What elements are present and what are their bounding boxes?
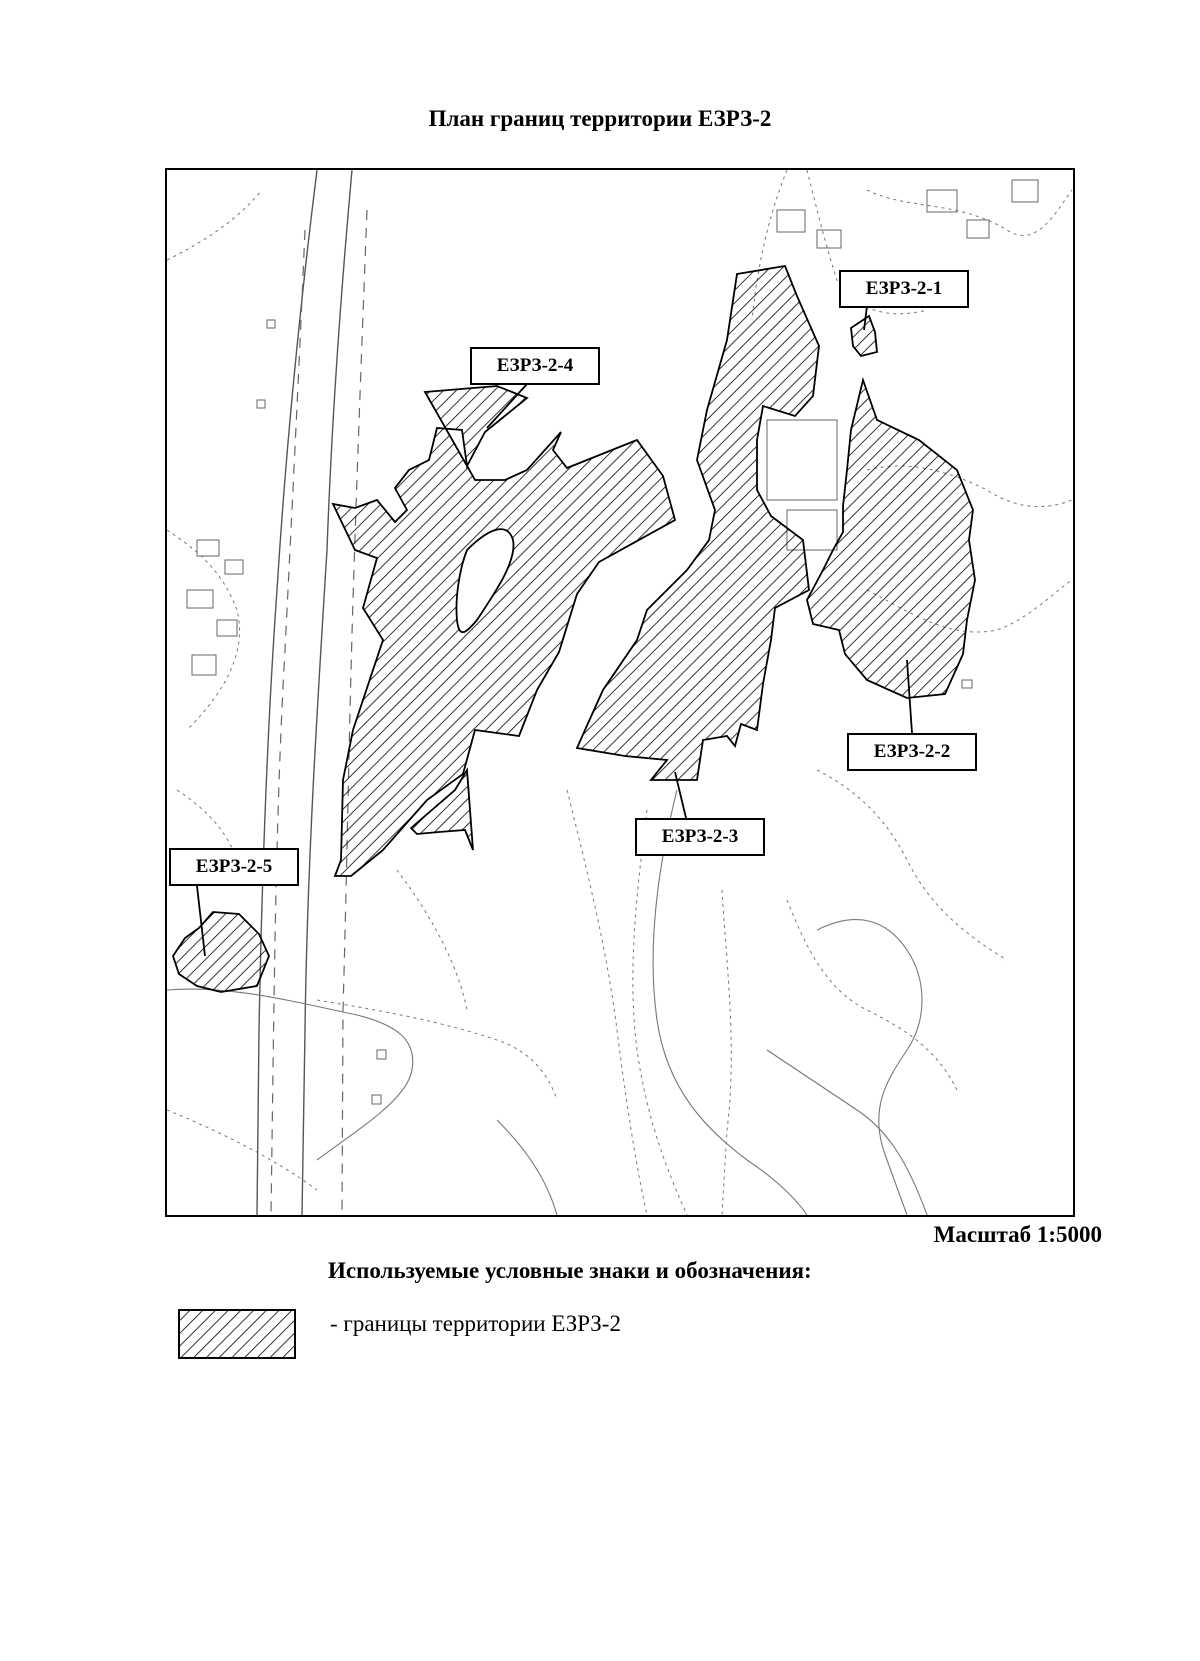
- zone-polygon-ezrz-2-1: [851, 316, 877, 356]
- zone-label-ezrz-2-3: ЕЗРЗ-2-3: [635, 818, 765, 856]
- zone-polygon-ezrz-2-4: [333, 386, 675, 876]
- river-centerline: [271, 210, 367, 1215]
- zone-polygon-ezrz-2-5: [173, 912, 269, 992]
- river-banks: [257, 170, 352, 1215]
- map-canvas: [167, 170, 1073, 1215]
- zone-polygon-ezrz-2-2: [807, 380, 975, 698]
- legend-hatch-swatch: [178, 1309, 296, 1359]
- zone-label-ezrz-2-5: ЕЗРЗ-2-5: [169, 848, 299, 886]
- map-frame: [165, 168, 1075, 1217]
- zone-label-ezrz-2-2: ЕЗРЗ-2-2: [847, 733, 977, 771]
- zone-label-ezrz-2-1: ЕЗРЗ-2-1: [839, 270, 969, 308]
- map-scale: Масштаб 1:5000: [933, 1222, 1102, 1247]
- legend-item-label: - границы территории ЕЗРЗ-2: [330, 1311, 621, 1336]
- zone-label-ezrz-2-4: ЕЗРЗ-2-4: [470, 347, 600, 385]
- page-title: План границ территории ЕЗРЗ-2: [428, 106, 772, 131]
- legend-title: Используемые условные знаки и обозначения:: [328, 1258, 812, 1283]
